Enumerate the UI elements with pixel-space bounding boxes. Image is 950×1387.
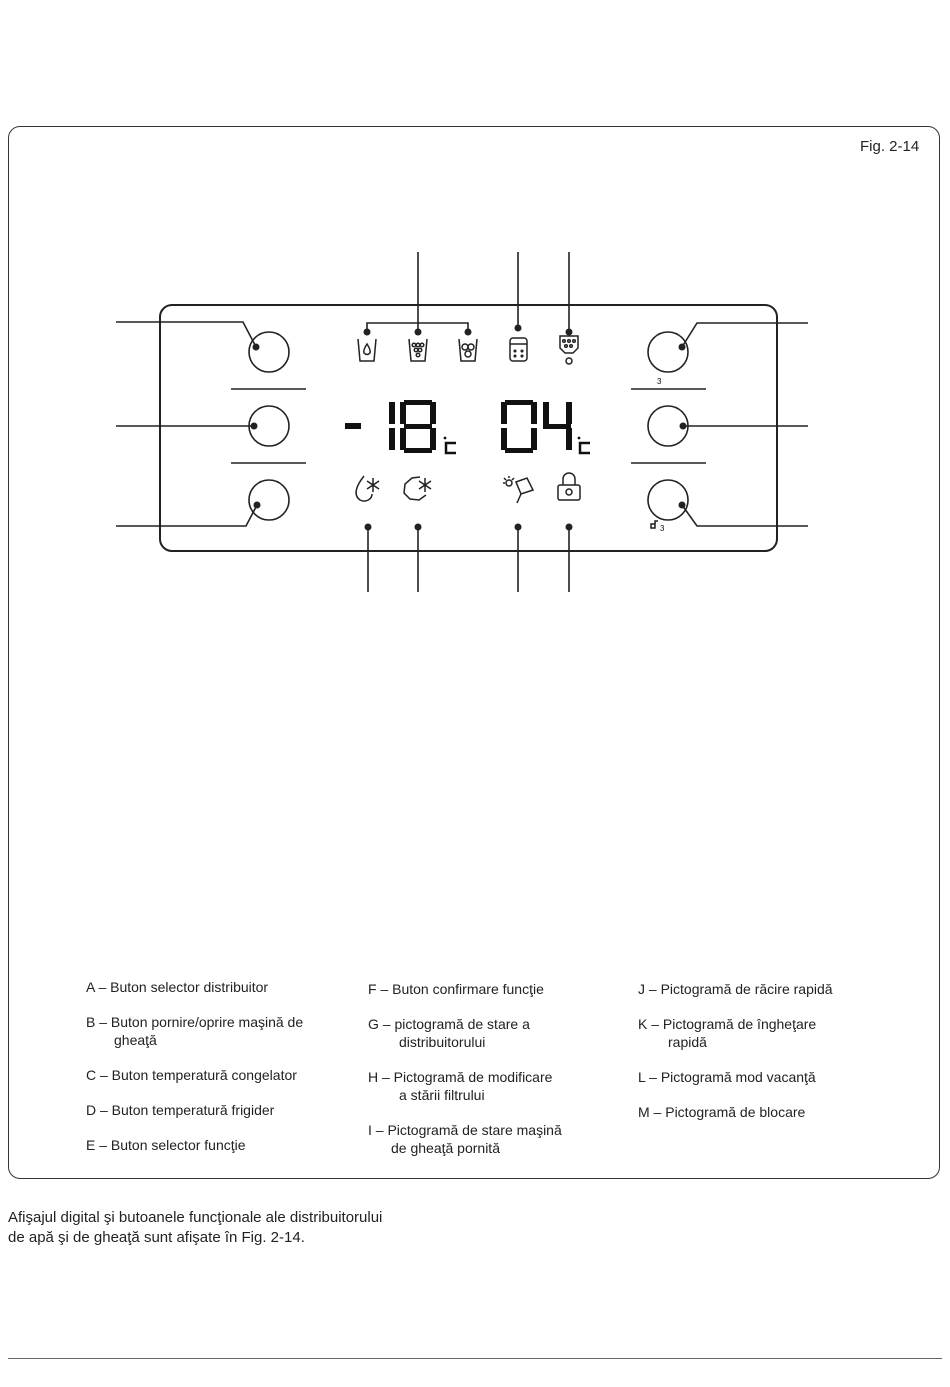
legend-item-a: A – Buton selector distribuitor [86, 979, 269, 995]
crushed-ice-cup-icon [409, 339, 427, 361]
caption-line-1: Afişajul digital şi butoanele funcţionale ale distribuitorului [8, 1209, 383, 1226]
legend-item-j: J – Pictogramă de răcire rapidă [638, 981, 833, 997]
lock-icon [558, 473, 580, 500]
legend-item-f: F – Buton confirmare funcţie [368, 981, 544, 997]
legend-item-c: C – Buton temperatură congelator [86, 1067, 297, 1083]
legend-item-h: H – Pictogramă de modificare a stării filtrului [368, 1069, 553, 1103]
legend-item-g: G – pictogramă de stare a distribuitorului [368, 1016, 530, 1050]
hold-seconds-label: 3 [660, 524, 665, 533]
legend-item-k: K – Pictogramă de îngheţare rapidă [638, 1016, 817, 1050]
legend-column-3 [638, 980, 898, 1138]
degree-unit-icon [578, 437, 590, 453]
page-divider [8, 1358, 942, 1359]
button-a[interactable] [249, 332, 289, 372]
vacation-mode-icon [503, 476, 533, 503]
button-d[interactable] [648, 332, 688, 372]
hold-seconds-label: 3 [657, 377, 662, 386]
figure-label: Fig. 2-14 [860, 138, 920, 155]
lock-hold-icon [651, 521, 658, 528]
degree-unit-icon [444, 437, 456, 453]
leader-line [682, 505, 808, 526]
legend-item-i: I – Pictogramă de stare maşină de gheaţă pornită [368, 1122, 562, 1156]
legend-column-2 [368, 980, 618, 1174]
legend-item-m: M – Pictogramă de blocare [638, 1104, 806, 1120]
cubed-ice-cup-icon [459, 339, 477, 361]
fridge-temperature-display [501, 400, 572, 453]
legend-item-e: E – Buton selector funcţie [86, 1137, 246, 1153]
legend-item-l: L – Pictogramă mod vacanţă [638, 1069, 816, 1085]
filter-icon [510, 338, 527, 361]
legend-item-b: B – Buton pornire/oprire maşină de gheaţă [86, 1014, 304, 1048]
button-c[interactable] [249, 480, 289, 520]
leader-line [116, 322, 256, 347]
caption-line-2: de apă şi de gheaţă sunt afişate în Fig. 2-14. [8, 1229, 305, 1246]
figure-caption [8, 1208, 478, 1248]
leader-line [116, 505, 257, 526]
legend-item-d: D – Buton temperatură frigider [86, 1102, 275, 1118]
leader-line [682, 323, 808, 347]
control-panel-diagram [0, 0, 950, 620]
water-cup-icon [358, 339, 376, 361]
ice-maker-icon [560, 336, 578, 364]
fast-freeze-icon [404, 477, 431, 500]
freezer-temperature-display [345, 400, 436, 453]
legend-column-1 [86, 978, 356, 1171]
button-f[interactable] [648, 480, 688, 520]
fast-cool-icon [356, 476, 379, 501]
